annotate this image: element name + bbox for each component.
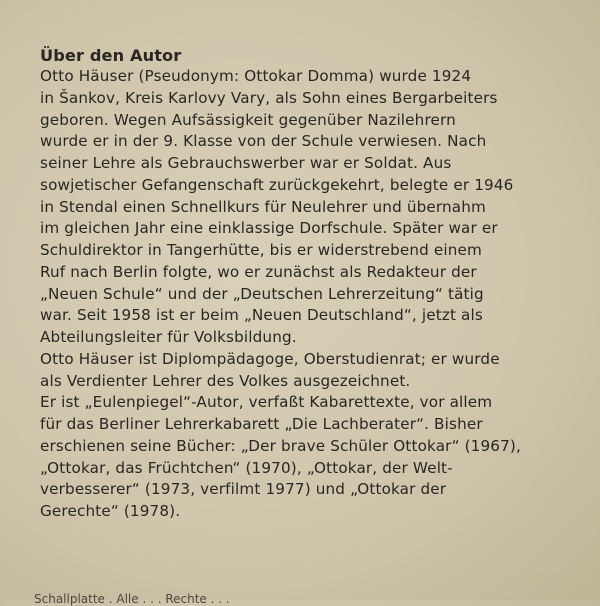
text-line: geboren. Wegen Aufsässigkeit gegenüber Nazilehrern bbox=[40, 110, 456, 129]
text-line: sowjetischer Gefangenschaft zurückgekehrt, belegte er 1946 bbox=[40, 175, 514, 194]
text-line: in Stendal einen Schnellkurs für Neulehrer und übernahm bbox=[40, 197, 486, 216]
text-line: für das Berliner Lehrerkabarett „Die Lachberater“. Bisher bbox=[40, 415, 483, 433]
text-line: als Verdienter Lehrer des Volkes ausgezeichnet. bbox=[40, 371, 411, 390]
about-author-section bbox=[40, 46, 592, 523]
text-line: seiner Lehre als Gebrauchswerber war er Soldat. Aus bbox=[40, 154, 452, 172]
text-line: Gerechte“ (1978). bbox=[40, 502, 181, 520]
text-line: „Ottokar, das Früchtchen“ (1970), „Ottokar, der Welt- bbox=[40, 458, 453, 477]
text-line: wurde er in der 9. Klasse von der Schule verwiesen. Nach bbox=[40, 132, 487, 151]
author-biography bbox=[40, 66, 592, 523]
text-line: Otto Häuser ist Diplompädagoge, Oberstudienrat; er wurde bbox=[40, 349, 500, 368]
text-line: erschienen seine Bücher: „Der brave Schüler Ottokar“ (1967), bbox=[40, 436, 521, 455]
footer-text: Schallplatte . Alle . . . Rechte . . . bbox=[34, 592, 230, 606]
text-line: Otto Häuser (Pseudonym: Ottokar Domma) wurde 1924 bbox=[40, 67, 472, 85]
text-line: „Neuen Schule“ und der „Deutschen Lehrerzeitung“ tätig bbox=[40, 284, 484, 303]
section-heading: Über den Autor bbox=[40, 46, 182, 65]
text-line: verbesserer“ (1973, verfilmt 1977) und „Ottokar der bbox=[40, 480, 447, 499]
text-line: im gleichen Jahr eine einklassige Dorfschule. Später war er bbox=[40, 219, 498, 238]
text-line: in Šankov, Kreis Karlovy Vary, als Sohn eines Bergarbeiters bbox=[40, 88, 498, 107]
text-line: Abteilungsleiter für Volksbildung. bbox=[40, 328, 297, 346]
text-line: Er ist „Eulenpiegel“-Autor, verfaßt Kabarettexte, vor allem bbox=[40, 393, 493, 412]
text-line: war. Seit 1958 ist er beim „Neuen Deutschland“, jetzt als bbox=[40, 306, 483, 325]
text-line: Ruf nach Berlin folgte, wo er zunächst als Redakteur der bbox=[40, 262, 477, 281]
text-line: Schuldirektor in Tangerhütte, bis er widerstrebend einem bbox=[40, 241, 482, 259]
